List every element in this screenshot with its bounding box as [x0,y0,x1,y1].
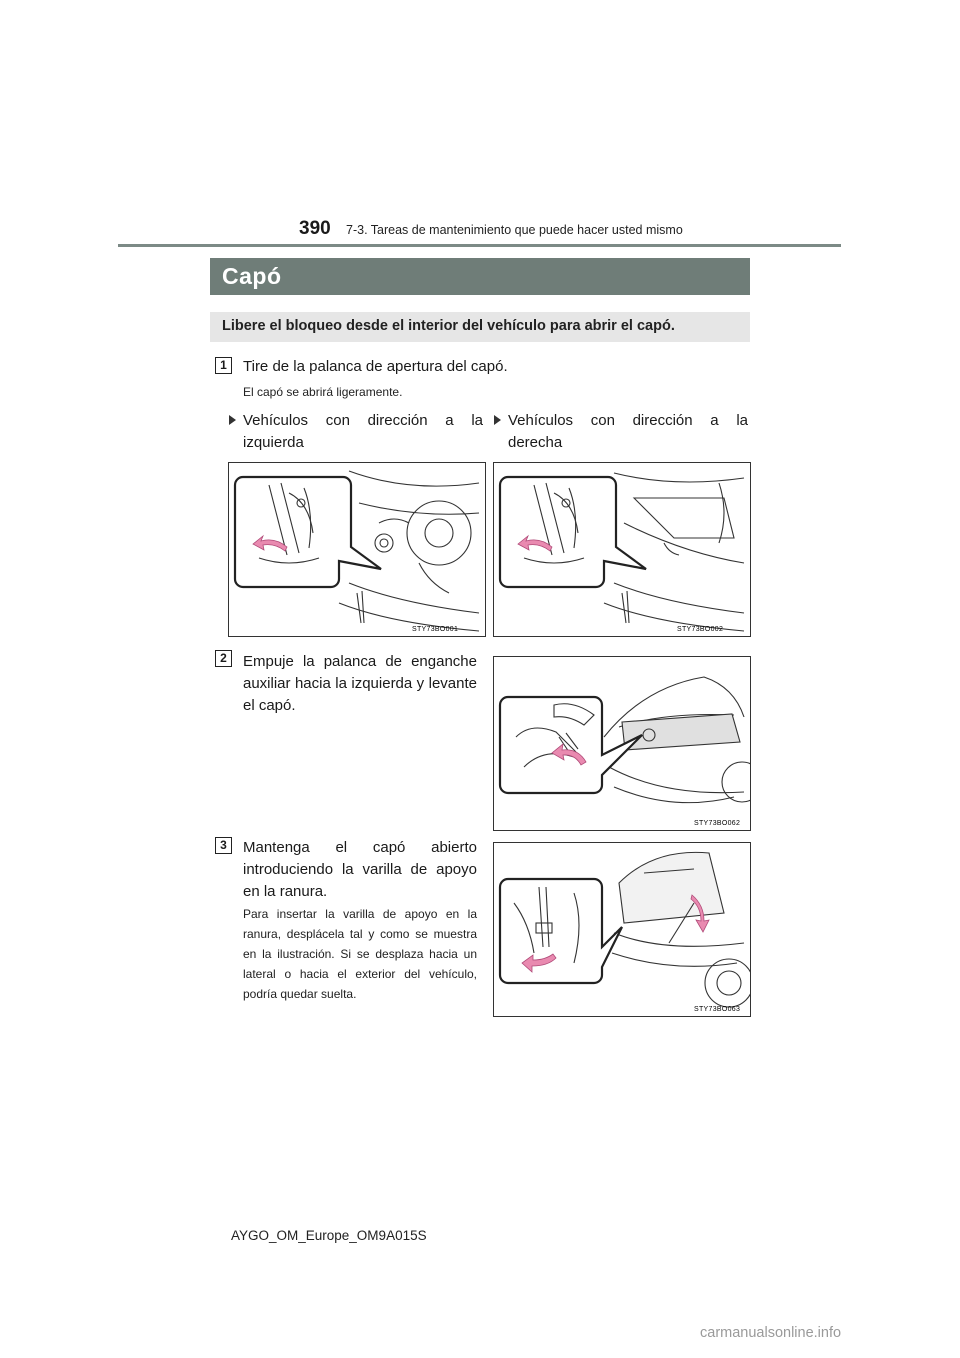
figure-code: STY73BO001 [412,626,459,633]
step-1-note: El capó se abrirá ligeramente. [243,385,403,399]
illustration-support-rod [493,842,751,1017]
hood-lever-lhd-drawing [229,463,485,636]
variant-left-hand-drive [229,410,485,456]
bullet-triangle-icon [494,415,501,425]
illustration-hood-lever-rhd [493,462,751,637]
summary-box [210,312,750,342]
step-3-note: Para insertar la varilla de apoyo en la ranura, desplácela tal y como se muestra en la ilustración. Si se desplaza hacia un lateral o hacia el exterior del vehículo, podría quedar suelta. [243,907,477,1001]
support-rod-drawing [494,843,750,1016]
page-title: Capó [222,263,282,289]
figure-code: STY73BO062 [694,820,741,827]
auxiliary-catch-drawing [494,657,750,830]
illustration-auxiliary-catch [493,656,751,831]
step-3-text: Mantenga el capó abierto introduciendo la varilla de apoyo en la ranura. [243,839,477,900]
step-1-text: Tire de la palanca de apertura del capó. [243,358,508,375]
step-number-2: 2 [215,650,232,667]
section-title: 7-3. Tareas de mantenimiento que puede hacer usted mismo [346,223,683,237]
step-number-1: 1 [215,357,232,374]
figure-code: STY73BO063 [694,1006,741,1013]
variant-label: Vehículos con dirección a la izquierda [243,412,483,451]
step-number-3: 3 [215,837,232,854]
figure-code: STY73BO002 [677,626,724,633]
document-code: AYGO_OM_Europe_OM9A015S [231,1228,427,1243]
header-divider [118,244,841,247]
bullet-triangle-icon [229,415,236,425]
step-2-text: Empuje la palanca de enganche auxiliar hacia la izquierda y levante el capó. [243,653,477,714]
watermark: carmanualsonline.info [700,1325,842,1341]
illustration-hood-lever-lhd [228,462,486,637]
summary-text: Libere el bloqueo desde el interior del vehículo para abrir el capó. [222,318,675,334]
title-bar [210,258,750,295]
page-number: 390 [299,218,331,239]
variant-label: Vehículos con dirección a la derecha [508,412,748,451]
hood-lever-rhd-drawing [494,463,750,636]
variant-right-hand-drive [494,410,750,456]
